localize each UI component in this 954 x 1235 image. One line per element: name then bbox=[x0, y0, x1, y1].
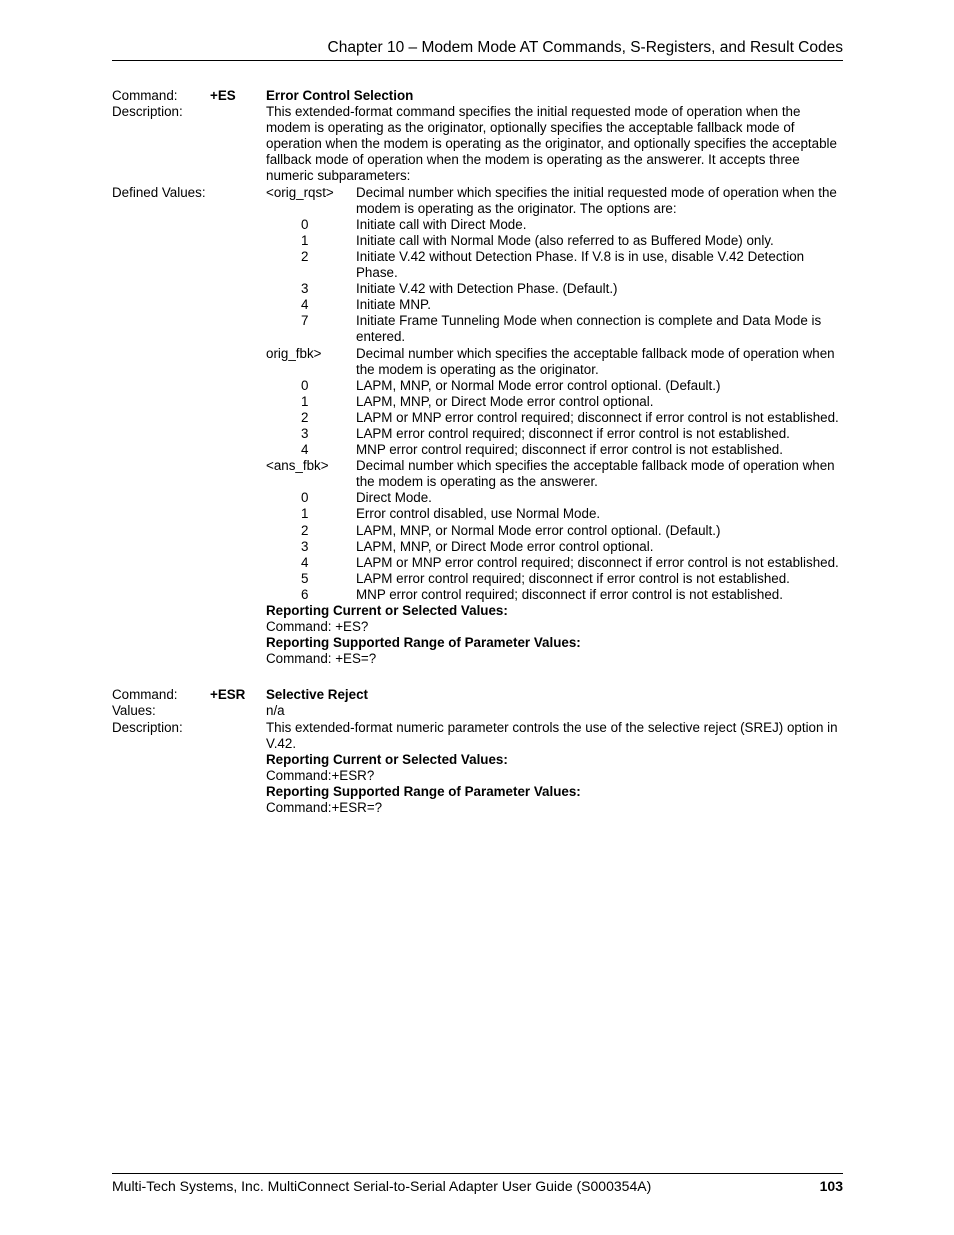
option-text: LAPM, MNP, or Normal Mode error control optional. (Default.) bbox=[356, 377, 721, 393]
esr-reporting-current-command: Command:+ESR? bbox=[266, 767, 375, 783]
option-value: 4 bbox=[301, 297, 309, 313]
option-value: 3 bbox=[301, 425, 309, 441]
option-row bbox=[266, 233, 843, 249]
param-name: <orig_rqst> bbox=[266, 184, 334, 200]
option-value: 4 bbox=[301, 442, 309, 458]
esr-description-block bbox=[266, 720, 843, 817]
option-text: LAPM, MNP, or Direct Mode error control optional. bbox=[356, 538, 654, 554]
page-number: 103 bbox=[819, 1178, 843, 1194]
option-value: 0 bbox=[301, 377, 309, 393]
es-defined-values-row bbox=[112, 185, 843, 668]
esr-command-label: Command: bbox=[112, 687, 178, 703]
option-text: Initiate call with Direct Mode. bbox=[356, 216, 527, 232]
option-value: 1 bbox=[301, 506, 309, 522]
option-value: 3 bbox=[301, 538, 309, 554]
esr-values-label: Values: bbox=[112, 703, 156, 719]
option-text: Initiate Frame Tunneling Mode when connection is complete and Data Mode is entered. bbox=[356, 313, 822, 345]
chapter-header: Chapter 10 – Modem Mode AT Commands, S-Registers, and Result Codes bbox=[327, 39, 843, 56]
option-text: Initiate call with Normal Mode (also referred to as Buffered Mode) only. bbox=[356, 232, 774, 248]
option-row bbox=[266, 313, 843, 345]
page-footer bbox=[112, 1177, 843, 1195]
footer-rule bbox=[112, 1173, 843, 1174]
esr-command-title: Selective Reject bbox=[266, 687, 368, 703]
option-value: 1 bbox=[301, 232, 309, 248]
section-gap bbox=[112, 667, 843, 687]
esr-values-text: n/a bbox=[266, 703, 285, 719]
param-description: Decimal number which specifies the initial requested mode of operation when the modem is operating as the originator. The options are: bbox=[356, 184, 837, 216]
esr-reporting-range-command: Command:+ESR=? bbox=[266, 800, 383, 816]
page-content bbox=[112, 88, 843, 816]
footer-text: Multi-Tech Systems, Inc. MultiConnect Serial-to-Serial Adapter User Guide (S000354A) bbox=[112, 1178, 652, 1194]
option-row bbox=[266, 555, 843, 571]
option-text: Direct Mode. bbox=[356, 490, 432, 506]
option-row bbox=[266, 506, 843, 522]
option-row bbox=[266, 394, 843, 410]
param-name: orig_fbk> bbox=[266, 345, 322, 361]
es-description-text: This extended-format command specifies the initial requested mode of operation when the modem is operating as the originator, optionally specifies the acceptable fallback mode of operation when the modem is operating as the originator, and optionally specifies the acceptable fallback mode of operation when the modem is operating as the answerer. It accepts three numeric subparameters: bbox=[266, 104, 837, 184]
option-row bbox=[266, 490, 843, 506]
option-row bbox=[266, 571, 843, 587]
option-value: 1 bbox=[301, 393, 309, 409]
es-description-label: Description: bbox=[112, 104, 183, 120]
option-text: Initiate V.42 without Detection Phase. If V.8 is in use, disable V.42 Detection Phase. bbox=[356, 248, 805, 281]
option-text: MNP error control required; disconnect if error control is not established. bbox=[356, 442, 783, 458]
es-reporting-range-command: Command: +ES=? bbox=[266, 651, 377, 667]
es-command-label: Command: bbox=[112, 88, 178, 103]
option-value: 2 bbox=[301, 522, 309, 538]
option-value: 2 bbox=[301, 409, 309, 425]
option-text: LAPM or MNP error control required; disconnect if error control is not established. bbox=[356, 409, 839, 425]
option-text: LAPM, MNP, or Normal Mode error control optional. (Default.) bbox=[356, 522, 721, 538]
es-description-row bbox=[112, 104, 843, 184]
es-command-row bbox=[112, 88, 843, 104]
param-description: Decimal number which specifies the acceptable fallback mode of operation when the modem is operating as the answerer. bbox=[356, 458, 835, 490]
es-command-name: +ES bbox=[210, 88, 236, 103]
esr-description-label: Description: bbox=[112, 719, 183, 735]
option-text: LAPM error control required; disconnect if error control is not established. bbox=[356, 570, 790, 586]
option-row bbox=[266, 281, 843, 297]
option-row bbox=[266, 523, 843, 539]
esr-command-name: +ESR bbox=[210, 687, 246, 703]
option-text: Initiate V.42 with Detection Phase. (Default.) bbox=[356, 281, 618, 297]
option-row bbox=[266, 297, 843, 313]
es-command-title: Error Control Selection bbox=[266, 88, 414, 103]
es-defined-values bbox=[266, 185, 843, 668]
param-row bbox=[266, 346, 843, 378]
es-reporting-current-heading: Reporting Current or Selected Values: bbox=[266, 603, 508, 618]
param-row bbox=[266, 185, 843, 217]
param-description: Decimal number which specifies the acceptable fallback mode of operation when the modem is operating as the originator. bbox=[356, 345, 835, 377]
es-defined-values-label: Defined Values: bbox=[112, 184, 206, 200]
es-reporting-range-heading: Reporting Supported Range of Parameter Values: bbox=[266, 635, 581, 651]
option-text: LAPM, MNP, or Direct Mode error control optional. bbox=[356, 393, 654, 409]
option-row bbox=[266, 442, 843, 458]
option-text: Error control disabled, use Normal Mode. bbox=[356, 506, 601, 522]
option-row bbox=[266, 217, 843, 233]
option-value: 0 bbox=[301, 490, 309, 506]
option-value: 6 bbox=[301, 586, 309, 602]
esr-reporting-current-heading: Reporting Current or Selected Values: bbox=[266, 751, 508, 767]
option-row bbox=[266, 587, 843, 603]
param-row bbox=[266, 458, 843, 490]
esr-description-text: This extended-format numeric parameter controls the use of the selective reject (SREJ) option in V.42. bbox=[266, 719, 838, 751]
option-value: 0 bbox=[301, 216, 309, 232]
option-value: 7 bbox=[301, 313, 309, 329]
option-text: LAPM error control required; disconnect if error control is not established. bbox=[356, 425, 790, 441]
option-value: 3 bbox=[301, 281, 309, 297]
option-row bbox=[266, 539, 843, 555]
param-name: <ans_fbk> bbox=[266, 458, 329, 474]
option-text: MNP error control required; disconnect if error control is not established. bbox=[356, 586, 783, 602]
option-row bbox=[266, 249, 843, 281]
esr-values-row bbox=[112, 703, 843, 719]
es-reporting-current-command: Command: +ES? bbox=[266, 619, 369, 635]
option-value: 4 bbox=[301, 554, 309, 570]
header-rule bbox=[112, 60, 843, 61]
option-value: 5 bbox=[301, 570, 309, 586]
option-value: 2 bbox=[301, 248, 309, 264]
option-text: LAPM or MNP error control required; disconnect if error control is not established. bbox=[356, 554, 839, 570]
option-text: Initiate MNP. bbox=[356, 297, 431, 313]
esr-reporting-range-heading: Reporting Supported Range of Parameter Values: bbox=[266, 783, 581, 799]
esr-command-row bbox=[112, 687, 843, 703]
option-row bbox=[266, 378, 843, 394]
option-row bbox=[266, 410, 843, 426]
esr-description-row bbox=[112, 720, 843, 817]
option-row bbox=[266, 426, 843, 442]
